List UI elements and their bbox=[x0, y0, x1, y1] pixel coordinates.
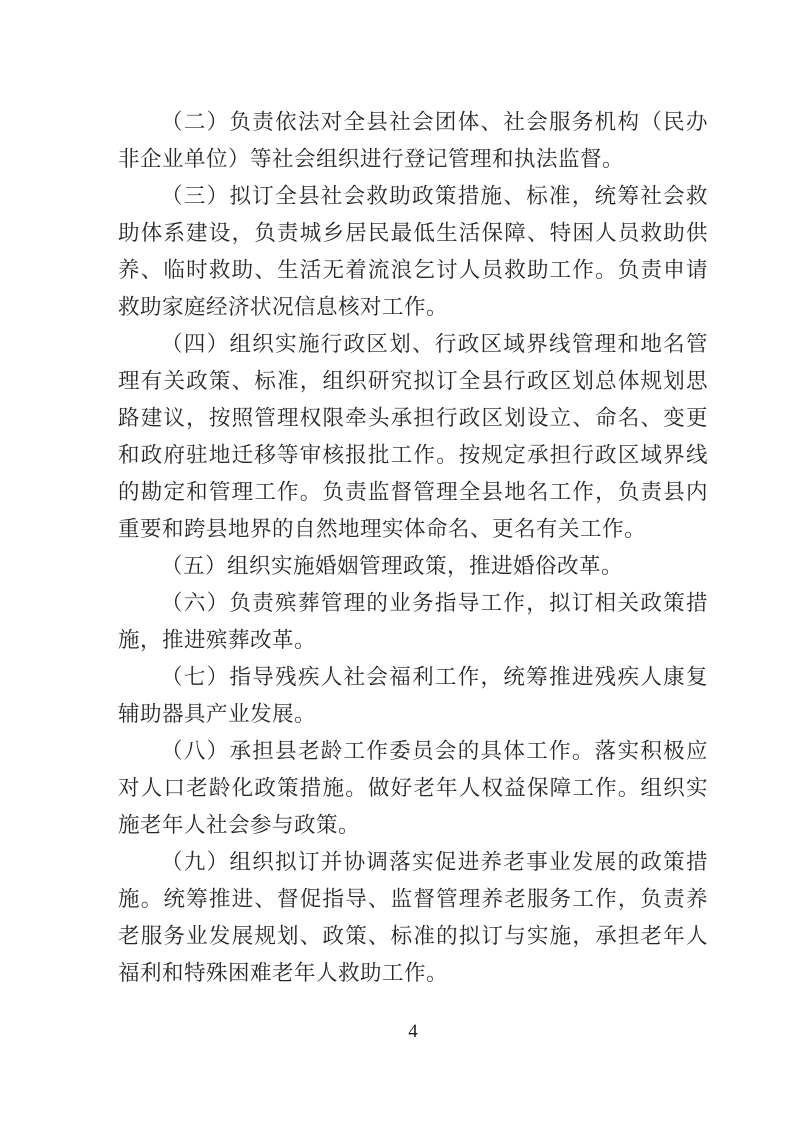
page-footer bbox=[118, 1020, 708, 1044]
page-number: 4 bbox=[408, 1021, 418, 1042]
document-body bbox=[118, 104, 708, 992]
document-paragraph-5: （五）组织实施婚姻管理政策，推进婚俗改革。 bbox=[161, 554, 624, 578]
document-paragraph-3: （三）拟订全县社会救助政策措施、标准，统筹社会救助体系建设，负责城乡居民最低生活保障、特困人员救助供养、临时救助、生活无着流浪乞讨人员救助工作。负责申请救助家庭经济状况信息核对工作。 bbox=[118, 184, 708, 319]
document-paragraph-2: （二）负责依法对全县社会团体、社会服务机构（民办非企业单位）等社会组织进行登记管理和执法监督。 bbox=[118, 110, 708, 171]
document-paragraph-6: （六）负责殡葬管理的业务指导工作，拟订相关政策措施，推进殡葬改革。 bbox=[118, 591, 708, 652]
document-paragraph-4: （四）组织实施行政区划、行政区域界线管理和地名管理有关政策、标准，组织研究拟订全县行政区划总体规划思路建议，按照管理权限牵头承担行政区划设立、命名、变更和政府驻地迁移等审核报批工作。按规定承担行政区域界线的勘定和管理工作。负责监督管理全县地名工作，负责县内重要和跨县地界的自然地理实体命名、更名有关工作。 bbox=[118, 332, 708, 541]
document-paragraph-7: （七）指导残疾人社会福利工作，统筹推进残疾人康复辅助器具产业发展。 bbox=[118, 665, 708, 726]
document-paragraph-8: （八）承担县老龄工作委员会的具体工作。落实积极应对人口老龄化政策措施。做好老年人权益保障工作。组织实施老年人社会参与政策。 bbox=[118, 739, 708, 837]
document-paragraph-9: （九）组织拟订并协调落实促进养老事业发展的政策措施。统筹推进、督促指导、监督管理养老服务工作，负责养老服务业发展规划、政策、标准的拟订与实施，承担老年人福利和特殊困难老年人救助工作。 bbox=[118, 850, 708, 985]
